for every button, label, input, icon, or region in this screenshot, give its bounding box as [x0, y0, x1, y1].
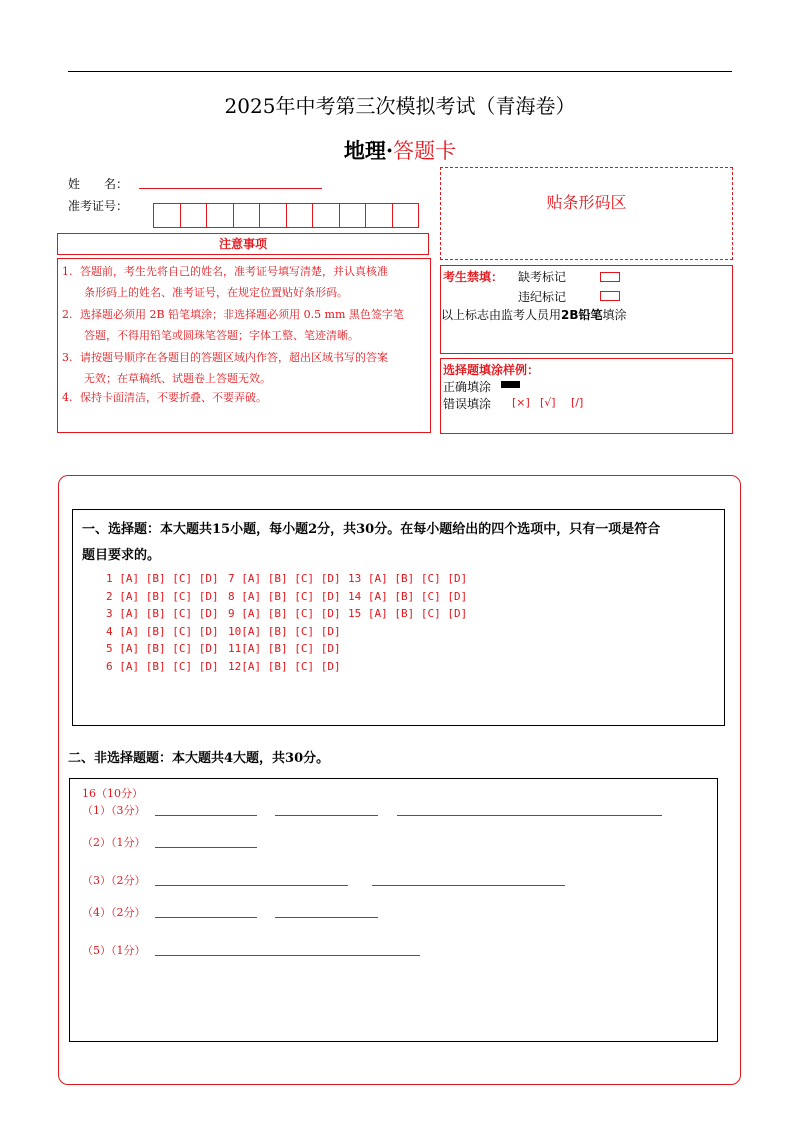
question-part-label: （5）（1分）: [82, 944, 146, 957]
open-section-box: [69, 778, 718, 1042]
id-digit-box[interactable]: [180, 203, 207, 228]
id-digit-box[interactable]: [233, 203, 260, 228]
violation-label: 违纪标记: [518, 290, 567, 304]
name-label: 姓 名：: [68, 177, 129, 191]
answer-line[interactable]: [275, 815, 378, 816]
choice-column-2: [228, 570, 341, 675]
id-digit-box[interactable]: [312, 203, 339, 228]
notice-item: 4. 保持卡面清洁，不要折叠、不要弄破。: [62, 391, 267, 404]
choice-row[interactable]: 5 [A] [B] [C] [D]: [106, 642, 219, 655]
correct-label: 正确填涂: [443, 380, 492, 394]
question-part-label: （4）（2分）: [82, 906, 146, 919]
answer-line[interactable]: [397, 815, 662, 816]
top-rule: [68, 71, 732, 72]
notice-item: 3. 请按题号顺序在各题目的答题区域内作答，超出区域书写的答案 无效；在草稿纸、试题卷上答题无效。: [62, 351, 388, 385]
absent-mark-box[interactable]: [600, 272, 620, 282]
card-label: 答题卡: [393, 139, 457, 163]
answer-line[interactable]: [155, 917, 257, 918]
forbid-title: 考生禁填：: [443, 270, 504, 284]
choice-row[interactable]: 2 [A] [B] [C] [D]: [106, 589, 219, 603]
choice-row[interactable]: 13 [A] [B] [C] [D]: [348, 572, 468, 585]
id-digit-box[interactable]: [365, 203, 392, 228]
wrong-mark: [√]: [540, 396, 556, 409]
choice-row[interactable]: 9 [A] [B] [C] [D]: [228, 607, 341, 620]
sample-title: 选择题填涂样例：: [443, 363, 540, 377]
question-part-label: （1）（3分）: [82, 804, 146, 817]
open-section-title: 二、非选择题题：本大题共4大题，共30分。: [68, 751, 330, 766]
choice-row[interactable]: 4 [A] [B] [C] [D]: [106, 624, 219, 638]
choice-row[interactable]: 1 [A] [B] [C] [D]: [106, 572, 219, 585]
id-digit-box[interactable]: [153, 203, 180, 228]
choice-column-3: [348, 570, 467, 623]
choice-row[interactable]: 14 [A] [B] [C] [D]: [348, 589, 468, 603]
absent-label: 缺考标记: [518, 270, 567, 284]
notice-item: 1. 答题前，考生先将自己的姓名，准考证号填写清楚，并认真核准 条形码上的姓名、准考证号，在规定位置贴好条形码。: [62, 265, 388, 299]
choice-row[interactable]: 11[A] [B] [C] [D]: [228, 642, 341, 655]
forbid-note: 以上标志由监考人员用2B铅笔填涂: [441, 308, 627, 322]
choice-row[interactable]: 12[A] [B] [C] [D]: [228, 659, 341, 673]
card-title: [0, 135, 800, 165]
choice-row[interactable]: 7 [A] [B] [C] [D]: [228, 572, 341, 585]
choice-column-1: [106, 570, 219, 675]
id-digit-box[interactable]: [339, 203, 366, 228]
choice-row[interactable]: 15 [A] [B] [C] [D]: [348, 607, 468, 620]
notice-item: 2. 选择题必须用 2B 铅笔填涂；非选择题必须用 0.5 mm 黑色签字笔 答题，不得用铅笔或圆珠笔答题；字体工整、笔迹清晰。: [62, 308, 404, 342]
choice-section-title: 一、选择题：本大题共15小题，每小题2分，共30分。在每小题给出的四个选项中，只有一项是符合 题目要求的。: [82, 522, 661, 563]
answer-line[interactable]: [275, 917, 378, 918]
answer-line[interactable]: [155, 955, 420, 956]
barcode-label: 贴条形码区: [546, 193, 627, 212]
answer-line[interactable]: [155, 847, 257, 848]
question-part-label: （2）（1分）: [82, 836, 146, 849]
violation-mark-box[interactable]: [600, 291, 620, 301]
id-digit-box[interactable]: [259, 203, 286, 228]
subject-label: 地理: [343, 138, 386, 163]
barcode-area: [440, 167, 733, 260]
id-digit-box[interactable]: [392, 203, 420, 228]
choice-row[interactable]: 10[A] [B] [C] [D]: [228, 624, 341, 638]
wrong-mark: [/]: [571, 396, 584, 409]
filled-sample-mark: [501, 381, 520, 388]
question-part-label: （3）（2分）: [82, 874, 146, 887]
answer-line[interactable]: [155, 815, 257, 816]
wrong-label: 错误填涂: [443, 397, 492, 411]
choice-row[interactable]: 8 [A] [B] [C] [D]: [228, 589, 341, 603]
answer-line[interactable]: [372, 885, 565, 886]
wrong-mark: [×]: [512, 396, 530, 409]
page-title: 2025年中考第三次模拟考试（青海卷）: [224, 94, 576, 118]
answer-line[interactable]: [155, 885, 348, 886]
id-label: 准考证号：: [68, 199, 129, 213]
id-digit-box[interactable]: [286, 203, 313, 228]
question-16-header: 16（10分）: [82, 787, 143, 800]
name-field[interactable]: [139, 188, 322, 189]
notice-title: 注意事项: [57, 233, 429, 255]
choice-row[interactable]: 6 [A] [B] [C] [D]: [106, 659, 219, 673]
id-digit-box[interactable]: [206, 203, 233, 228]
choice-row[interactable]: 3 [A] [B] [C] [D]: [106, 607, 219, 620]
title-separator: ·: [385, 138, 394, 163]
id-number-boxes[interactable]: [153, 203, 419, 228]
